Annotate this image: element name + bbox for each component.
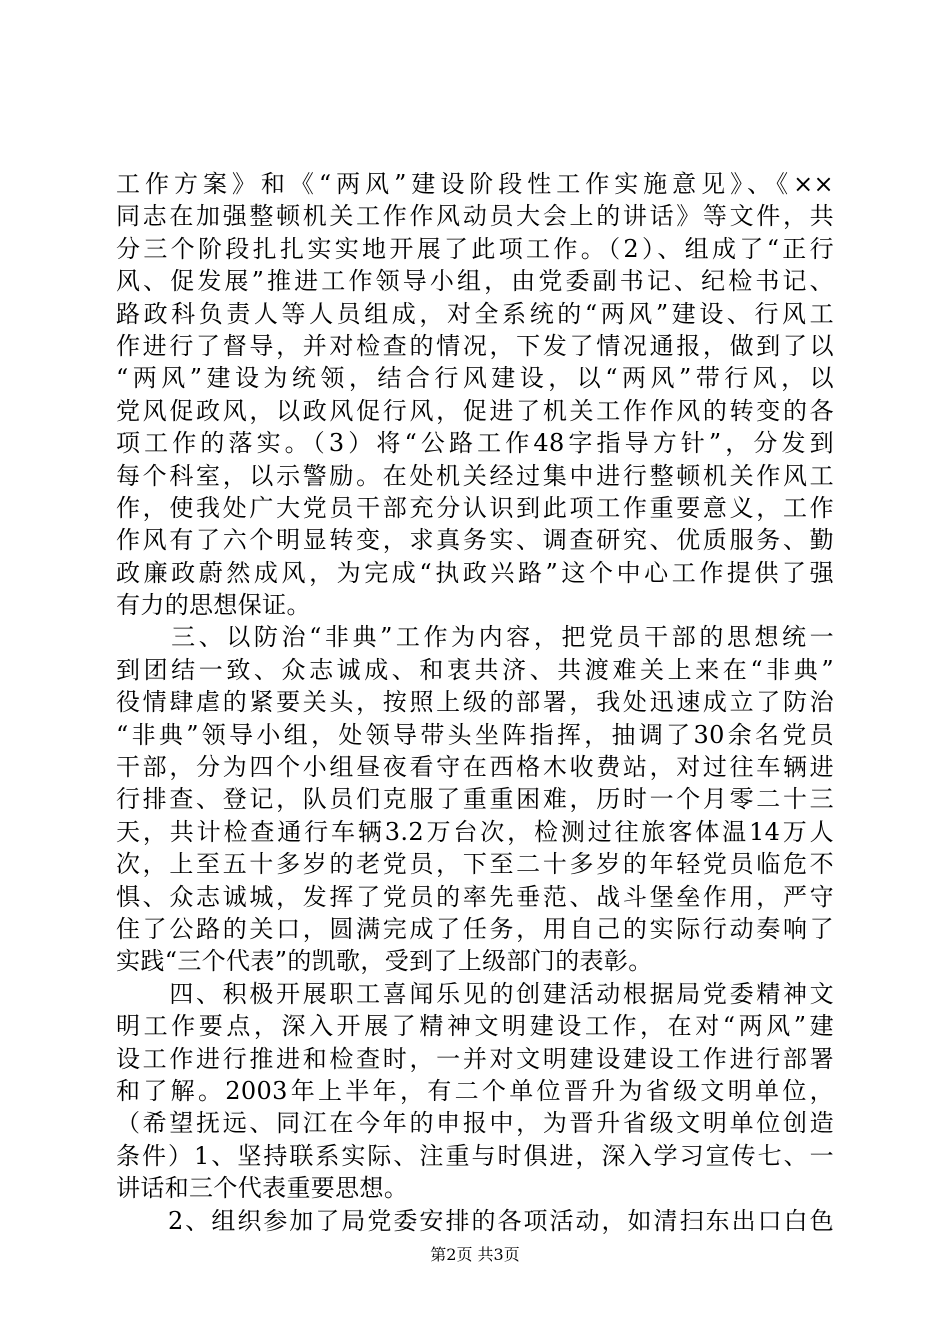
body-text [116,168,834,1237]
text-line: “两风”建设为统领，结合行风建设，以“两风”带行风，以 [116,364,834,393]
text-line: 惧、众志诚城，发挥了党员的率先垂范、战斗堡垒作用，严守 [116,882,834,911]
page-footer: 第2页 共3页 [430,1245,520,1264]
text-line: （希望抚远、同江在今年的申报中，为晋升省级文明单位创造 [116,1109,834,1138]
text-line: 分三个阶段扎扎实实地开展了此项工作。（2）、组成了“正行 [116,234,834,263]
text-line: 役情肆虐的紧要关头，按照上级的部署，我处迅速成立了防治 [116,688,834,717]
text-line: 风、促发展”推进工作领导小组，由党委副书记、纪检书记、 [116,267,834,296]
text-line: 有力的思想保证。 [116,591,311,620]
text-line: 行排查、登记，队员们克服了重重困难，历时一个月零二十三 [116,785,834,814]
text-line: “非典”领导小组，处领导带头坐阵指挥，抽调了30余名党员 [116,720,834,749]
text-line: 次，上至五十多岁的老党员，下至二十多岁的年轻党员临危不 [116,850,834,879]
text-line: 明工作要点，深入开展了精神文明建设工作，在对“两风”建 [116,1012,834,1041]
text-line: 住了公路的关口，圆满完成了任务，用自己的实际行动奏响了 [116,914,834,943]
text-line: 三、以防治“非典”工作为内容，把党员干部的思想统一 [116,623,834,652]
text-line: 条件）1、坚持联系实际、注重与时俱进，深入学习宣传七、一 [116,1141,834,1170]
text-line: 和了解。2003年上半年，有二个单位晋升为省级文明单位， [116,1076,834,1105]
text-line: 到团结一致、众志诚成、和衷共济、共渡难关上来在“非典” [116,655,834,684]
text-line: 党风促政风，以政风促行风，促进了机关工作作风的转变的各 [116,396,834,425]
text-line: 项工作的落实。（3）将“公路工作48字指导方针”，分发到 [116,429,834,458]
text-line: 工作方案》和《“两风”建设阶段性工作实施意见》、《×× [116,170,834,198]
text-line: 实践“三个代表”的凯歌，受到了上级部门的表彰。 [116,947,653,976]
text-line: 作，使我处广大党员干部充分认识到此项工作重要意义，工作 [116,493,834,522]
text-line: 作风有了六个明显转变，求真务实、调查研究、优质服务、勤 [116,526,834,555]
text-line: 作进行了督导，并对检查的情况，下发了情况通报，做到了以 [116,331,834,360]
text-line: 天，共计检查通行车辆3.2万台次，检测过往旅客体温14万人 [116,817,834,846]
text-line: 设工作进行推进和检查时，一并对文明建设建设工作进行部署 [116,1044,834,1073]
text-line: 干部，分为四个小组昼夜看守在西格木收费站，对过往车辆进 [116,753,834,782]
text-line: 四、积极开展职工喜闻乐见的创建活动根据局党委精神文 [116,979,834,1008]
text-line: 路政科负责人等人员组成，对全系统的“两风”建设、行风工 [116,299,834,328]
text-line: 同志在加强整顿机关工作作风动员大会上的讲话》等文件，共 [116,202,834,231]
text-line: 讲话和三个代表重要思想。 [116,1174,409,1203]
text-line: 每个科室，以示警励。在处机关经过集中进行整顿机关作风工 [116,461,834,490]
text-line: 政廉政蔚然成风，为完成“执政兴路”这个中心工作提供了强 [116,558,834,587]
text-line: 2、组织参加了局党委安排的各项活动，如清扫东出口白色 [116,1206,834,1235]
